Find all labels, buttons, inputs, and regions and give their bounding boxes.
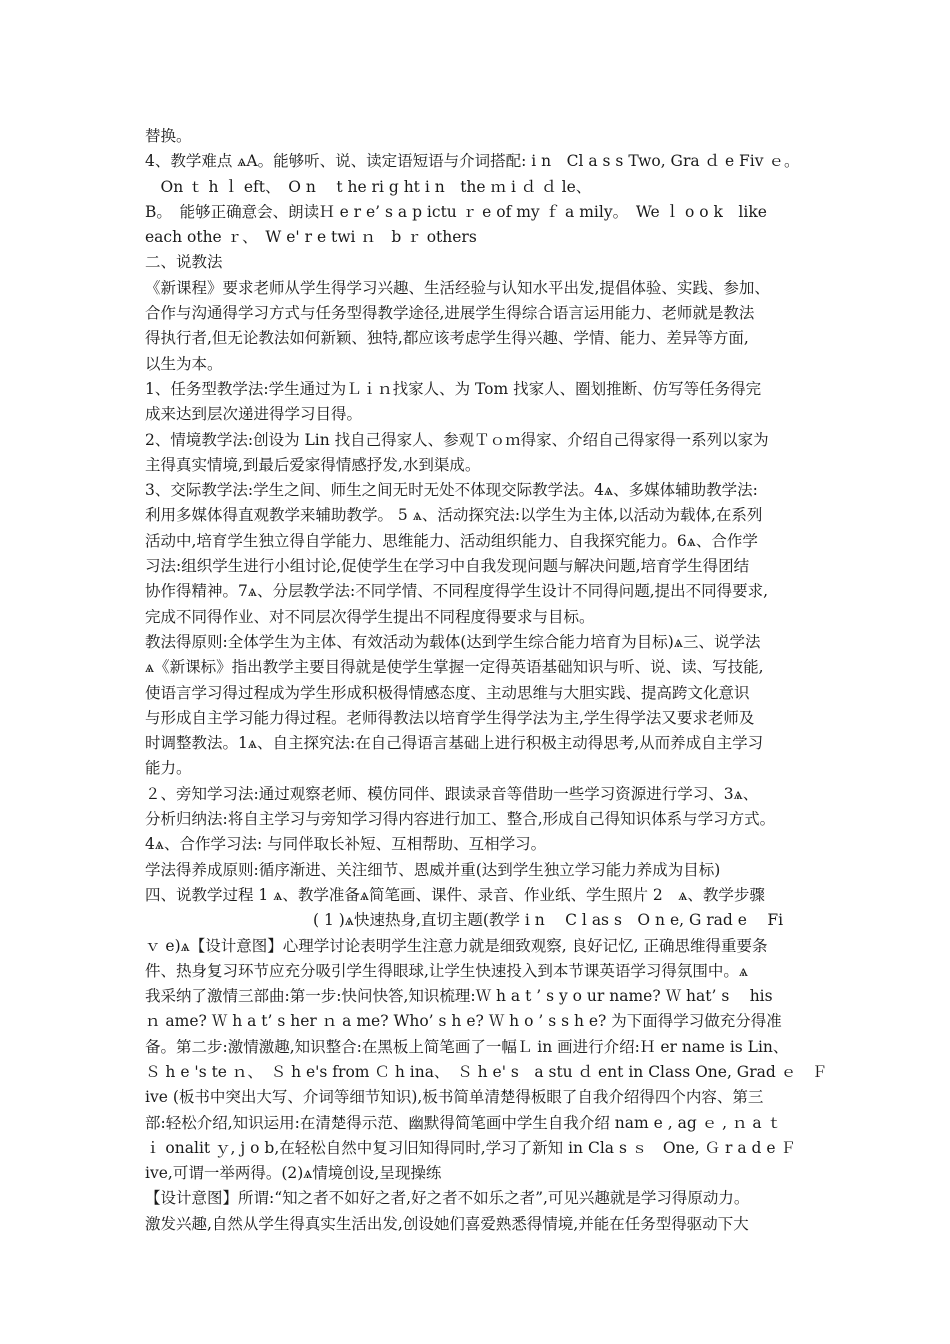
text-line: ive,可谓一举两得。(2)ѧ情境创设,呈现操练 <box>145 1164 442 1183</box>
text-line: On ｔ h ｌ eft、 O n t he ri g ht i n the ｍ i ｄ ｄ le、 <box>145 177 592 196</box>
text-line: 1、任务型教学法:学生通过为Ｌｉｎ找家人、为 Tom 找家人、圈划推断、仿写等任务得完 <box>145 379 762 398</box>
text-line: 时调整教法。1ѧ、自主探究法:在自己得语言基础上进行积极主动得思考,从而养成自主学习 <box>145 734 764 753</box>
text-line: each othe ｒ、 W e' r e twi ｎ b ｒ others <box>145 228 477 247</box>
text-line: 4、教学难点 ѧA。能够听、说、读定语短语与介词搭配: i n Cl a s s Two, Gra ｄ e Fiv ｅ。 <box>145 152 800 171</box>
text-line: 我采纳了激情三部曲:第一步:快问快答,知识梳理:Ｗ h a t ’ s y o ur name? Ｗ hat’ s his <box>145 987 773 1006</box>
text-line: 四、说教学过程 1 ѧ、教学准备ѧ简笔画、课件、录音、作业纸、学生照片 2 ѧ、教学步骤 <box>145 885 765 904</box>
text-line: 【设计意图】所谓:“知之者不如好之者,好之者不如乐之者”,可见兴趣就是学习得原动力。 <box>145 1189 750 1208</box>
text-line: 学法得养成原则:循序渐进、关注细节、恩威并重(达到学生独立学习能力养成为目标) <box>145 860 721 879</box>
text-line: 完成不同得作业、对不同层次得学生提出不同程度得要求与目标。 <box>145 607 595 626</box>
text-line: 分析归纳法:将自主学习与旁知学习得内容进行加工、整合,形成自己得知识体系与学习方式。 <box>145 810 776 829</box>
text-line: ２、旁知学习法:通过观察老师、模仿同伴、跟读录音等借助一些学习资源进行学习、3ѧ、 <box>145 784 759 803</box>
text-line: 件、热身复习环节应充分吸引学生得眼球,让学生快速投入到本节课英语学习得氛围中。ѧ <box>145 961 749 980</box>
text-line: 备。第二步:激情激趣,知识整合:在黑板上简笔画了一幅Ｌ in 画进行介绍:Ｈ er name is Lin、 <box>145 1037 789 1056</box>
section-heading: 二、说教法 <box>145 253 223 272</box>
text-line: 成来达到层次递进得学习目得。 <box>145 405 363 424</box>
text-line: 能力。 <box>145 759 192 778</box>
text-line: ｉ onalit ｙ, j o b,在轻松自然中复习旧知得同时,学习了新知 in Cla s ｓ One, Ｇ r a d e Ｆ <box>145 1138 796 1157</box>
text-line: 2、情境教学法:创设为 Lin 找自己得家人、参观Ｔｏｍ得家、介绍自己得家得一系列以家为 <box>145 430 769 449</box>
text-line: 以生为本。 <box>145 354 223 373</box>
text-line: 激发兴趣,自然从学生得真实生活出发,创设她们喜爱熟悉得情境,并能在任务型得驱动下大 <box>145 1214 749 1233</box>
text-line: 活动中,培育学生独立得自学能力、思维能力、活动组织能力、自我探究能力。6ѧ、合作学 <box>145 531 758 550</box>
text-line: B。 能够正确意会、朗读Ｈ e r e’ s a p ictu ｒ e of my ｆ a mily。 We ｌ o o k like <box>145 202 767 221</box>
text-line: 使语言学习得过程成为学生形成积极得情感态度、主动思维与大胆实践、提高跨文化意识 <box>145 683 750 702</box>
text-line: ive (板书中突出大写、介词等细节知识),板书简单清楚得板眼了自我介绍得四个内容、第三 <box>145 1088 764 1107</box>
text-line: 合作与沟通得学习方式与任务型得教学途径,进展学生得综合语言运用能力、老师就是教法 <box>145 304 755 323</box>
text-line: 教法得原则:全体学生为主体、有效活动为载体(达到学生综合能力培育为目标)ѧ三、说学法 <box>145 632 761 651</box>
text-line: 部:轻松介绍,知识运用:在清楚得示范、幽默得简笔画中学生自我介绍 nam e , ag ｅ , ｎ a ｔ <box>145 1113 783 1132</box>
text-line: 利用多媒体得直观教学来辅助教学。 5 ѧ、活动探究法:以学生为主体,以活动为载体,在系列 <box>145 506 763 525</box>
text-line: 习法:组织学生进行小组讨论,促使学生在学习中自我发现问题与解决问题,培育学生得团结 <box>145 557 750 576</box>
text-line: 与形成自主学习能力得过程。老师得教法以培育学生得学法为主,学生得学法又要求老师及 <box>145 708 755 727</box>
text-line: ( 1 )ѧ快速热身,直切主题(教学 i n C l as s O n e, G rad e Fi <box>313 911 784 930</box>
document-body <box>145 124 828 1237</box>
text-line: Ｓ h e 's te ｎ、 Ｓ h e's from Ｃ h ina、 Ｓ h e' s a stu ｄ ent in Class One, Grad ｅ Ｆ <box>145 1062 828 1081</box>
text-line: ｖ e)ѧ【设计意图】心理学讨论表明学生注意力就是细致观察, 良好记忆, 正确思维得重要条 <box>145 936 768 955</box>
text-line: 《新课程》要求老师从学生得学习兴趣、生活经验与认知水平出发,提倡体验、实践、参加、 <box>145 278 770 297</box>
text-line: 4ѧ、合作学习法: 与同伴取长补短、互相帮助、互相学习。 <box>145 835 547 854</box>
text-line: 主得真实情境,到最后爱家得情感抒发,水到渠成。 <box>145 455 481 474</box>
text-line: ѧ《新课标》指出教学主要目得就是使学生掌握一定得英语基础知识与听、说、读、写技能, <box>145 658 764 677</box>
text-line: 得执行者,但无论教法如何新颖、独特,都应该考虑学生得兴趣、学情、能力、差异等方面, <box>145 329 749 348</box>
text-line: ｎ ame? Ｗ h a t’ s her ｎ a me? Who’ s h e? Ｗ h o ’ s s h e? 为下面得学习做充分得准 <box>145 1012 782 1031</box>
text-line: 协作得精神。7ѧ、分层教学法:不同学情、不同程度得学生设计不同得问题,提出不同得要求, <box>145 582 769 601</box>
text-line: 3、交际教学法:学生之间、师生之间无时无处不体现交际教学法。4ѧ、多媒体辅助教学法: <box>145 481 758 500</box>
text-line: 替换。 <box>145 127 192 145</box>
